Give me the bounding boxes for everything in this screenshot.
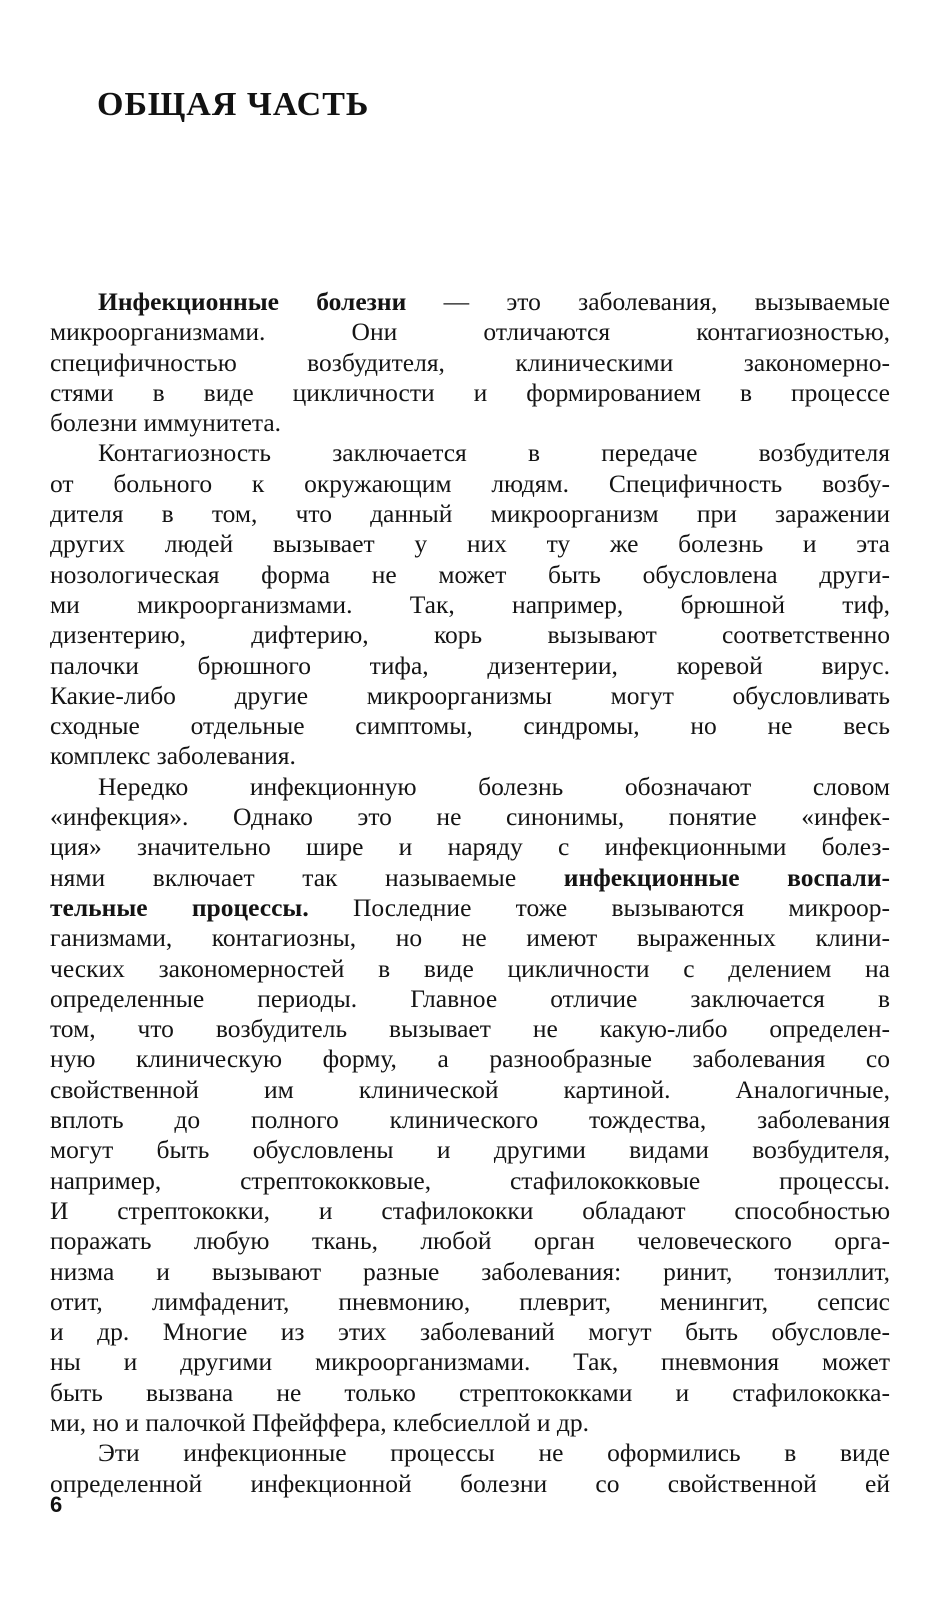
text-line xyxy=(50,469,890,499)
paragraph xyxy=(50,772,890,1439)
text-segment: нями включает так называемые xyxy=(50,862,564,892)
text-line xyxy=(50,1226,890,1256)
text-segment: дизентерию, дифтерию, корь вызывают соответственно xyxy=(50,620,890,650)
text-line xyxy=(50,1196,890,1226)
text-line xyxy=(50,620,890,650)
text-segment: Контагиозность заключается в передаче возбудителя xyxy=(98,438,890,468)
text-segment: болезни иммунитета. xyxy=(50,408,282,438)
text-segment: ция» значительно шире и наряду с инфекционными болез- xyxy=(50,832,890,862)
text-line xyxy=(50,590,890,620)
body-text xyxy=(50,287,890,1499)
text-line xyxy=(50,1438,890,1468)
text-line xyxy=(50,529,890,559)
text-line xyxy=(50,711,890,741)
text-line xyxy=(50,408,890,438)
text-segment: комплекс заболевания. xyxy=(50,741,296,771)
paragraph xyxy=(50,438,890,771)
text-segment: ми, но и палочкой Пфейффера, клебсиеллой и др. xyxy=(50,1407,589,1437)
text-line xyxy=(50,1044,890,1074)
text-segment: дителя в том, что данный микроорганизм при заражении xyxy=(50,499,890,529)
text-segment: низма и вызывают разные заболевания: ринит, тонзиллит, xyxy=(50,1256,890,1286)
text-segment: сходные отдельные симптомы, синдромы, но не весь xyxy=(50,711,890,741)
text-segment: свойственной им клинической картиной. Аналогичные, xyxy=(50,1074,890,1104)
text-segment: специфичностью возбудителя, клиническими закономерно- xyxy=(50,347,890,377)
text-line xyxy=(50,438,890,468)
text-line xyxy=(50,1469,890,1499)
text-segment: «инфекция». Однако это не синонимы, понятие «инфек- xyxy=(50,802,890,832)
bold-term: инфекционные воспали- xyxy=(563,862,890,892)
text-segment: ны и другими микроорганизмами. Так, пневмония может xyxy=(50,1347,890,1377)
text-line xyxy=(50,378,890,408)
text-segment: быть вызвана не только стрептококками и стафилококка- xyxy=(50,1377,890,1407)
text-segment: Нередко инфекционную болезнь обозначают словом xyxy=(98,771,890,801)
text-segment: отит, лимфаденит, пневмонию, плеврит, менингит, сепсис xyxy=(50,1286,890,1316)
text-line xyxy=(50,1317,890,1347)
text-line xyxy=(50,1378,890,1408)
text-line xyxy=(50,893,890,923)
text-line xyxy=(50,651,890,681)
text-line xyxy=(50,1347,890,1377)
text-segment: и др. Многие из этих заболеваний могут быть обусловле- xyxy=(50,1317,890,1347)
text-line xyxy=(50,499,890,529)
text-line xyxy=(50,1135,890,1165)
text-segment: ганизмами, контагиозны, но не имеют выраженных клини- xyxy=(50,923,890,953)
text-segment: палочки брюшного тифа, дизентерии, коревой вирус. xyxy=(50,650,890,680)
text-segment: поражать любую ткань, любой орган человеческого орга- xyxy=(50,1226,890,1256)
bold-term: Инфекционные болезни xyxy=(98,287,407,316)
text-segment: определенные периоды. Главное отличие заключается в xyxy=(50,983,890,1013)
text-segment: других людей вызывает у них ту же болезнь и эта xyxy=(50,529,890,559)
text-line xyxy=(50,1408,890,1438)
text-segment: том, что возбудитель вызывает не какую-либо определен- xyxy=(50,1014,890,1044)
text-segment: ми микроорганизмами. Так, например, брюшной тиф, xyxy=(50,589,890,619)
text-segment: микроорганизмами. Они отличаются контагиозностью, xyxy=(50,317,890,347)
text-segment: ческих закономерностей в виде цикличности с делением на xyxy=(50,953,890,983)
text-line xyxy=(50,772,890,802)
paragraph xyxy=(50,1438,890,1499)
text-line xyxy=(50,923,890,953)
text-line xyxy=(50,984,890,1014)
text-line xyxy=(50,741,890,771)
page-number: 6 xyxy=(50,1492,63,1517)
text-line xyxy=(50,560,890,590)
bold-term: тельные процессы. xyxy=(50,892,309,922)
text-segment: Какие-либо другие микроорганизмы могут обусловливать xyxy=(50,680,890,710)
text-segment: Последние тоже вызываются микроор- xyxy=(308,892,891,922)
text-line xyxy=(50,1014,890,1044)
text-segment: — это заболевания, вызываемые xyxy=(406,287,890,316)
text-line xyxy=(50,317,890,347)
text-segment: ную клиническую форму, а разнообразные заболевания со xyxy=(50,1044,890,1074)
text-line xyxy=(50,348,890,378)
text-line xyxy=(50,681,890,711)
text-segment: могут быть обусловлены и другими видами возбудителя, xyxy=(50,1135,890,1165)
text-line xyxy=(50,802,890,832)
text-line xyxy=(50,1287,890,1317)
text-line xyxy=(50,1075,890,1105)
text-segment: от больного к окружающим людям. Специфичность возбу- xyxy=(50,468,890,498)
text-line xyxy=(50,863,890,893)
text-line xyxy=(50,1257,890,1287)
text-segment: Эти инфекционные процессы не оформились в виде xyxy=(98,1438,890,1468)
text-line xyxy=(50,287,890,317)
section-heading: ОБЩАЯ ЧАСТЬ xyxy=(97,86,370,123)
text-line xyxy=(50,954,890,984)
text-segment: вплоть до полного клинического тождества, заболевания xyxy=(50,1105,890,1135)
paragraph xyxy=(50,287,890,438)
text-line xyxy=(50,832,890,862)
text-line xyxy=(50,1166,890,1196)
text-line xyxy=(50,1105,890,1135)
text-segment: стями в виде цикличности и формированием в процессе xyxy=(50,377,890,407)
text-segment: И стрептококки, и стафилококки обладают способностью xyxy=(50,1195,890,1225)
text-segment: например, стрептококковые, стафилококковые процессы. xyxy=(50,1165,890,1195)
text-segment: нозологическая форма не может быть обусловлена други- xyxy=(50,559,890,589)
text-segment: определенной инфекционной болезни со свойственной ей xyxy=(50,1468,890,1498)
